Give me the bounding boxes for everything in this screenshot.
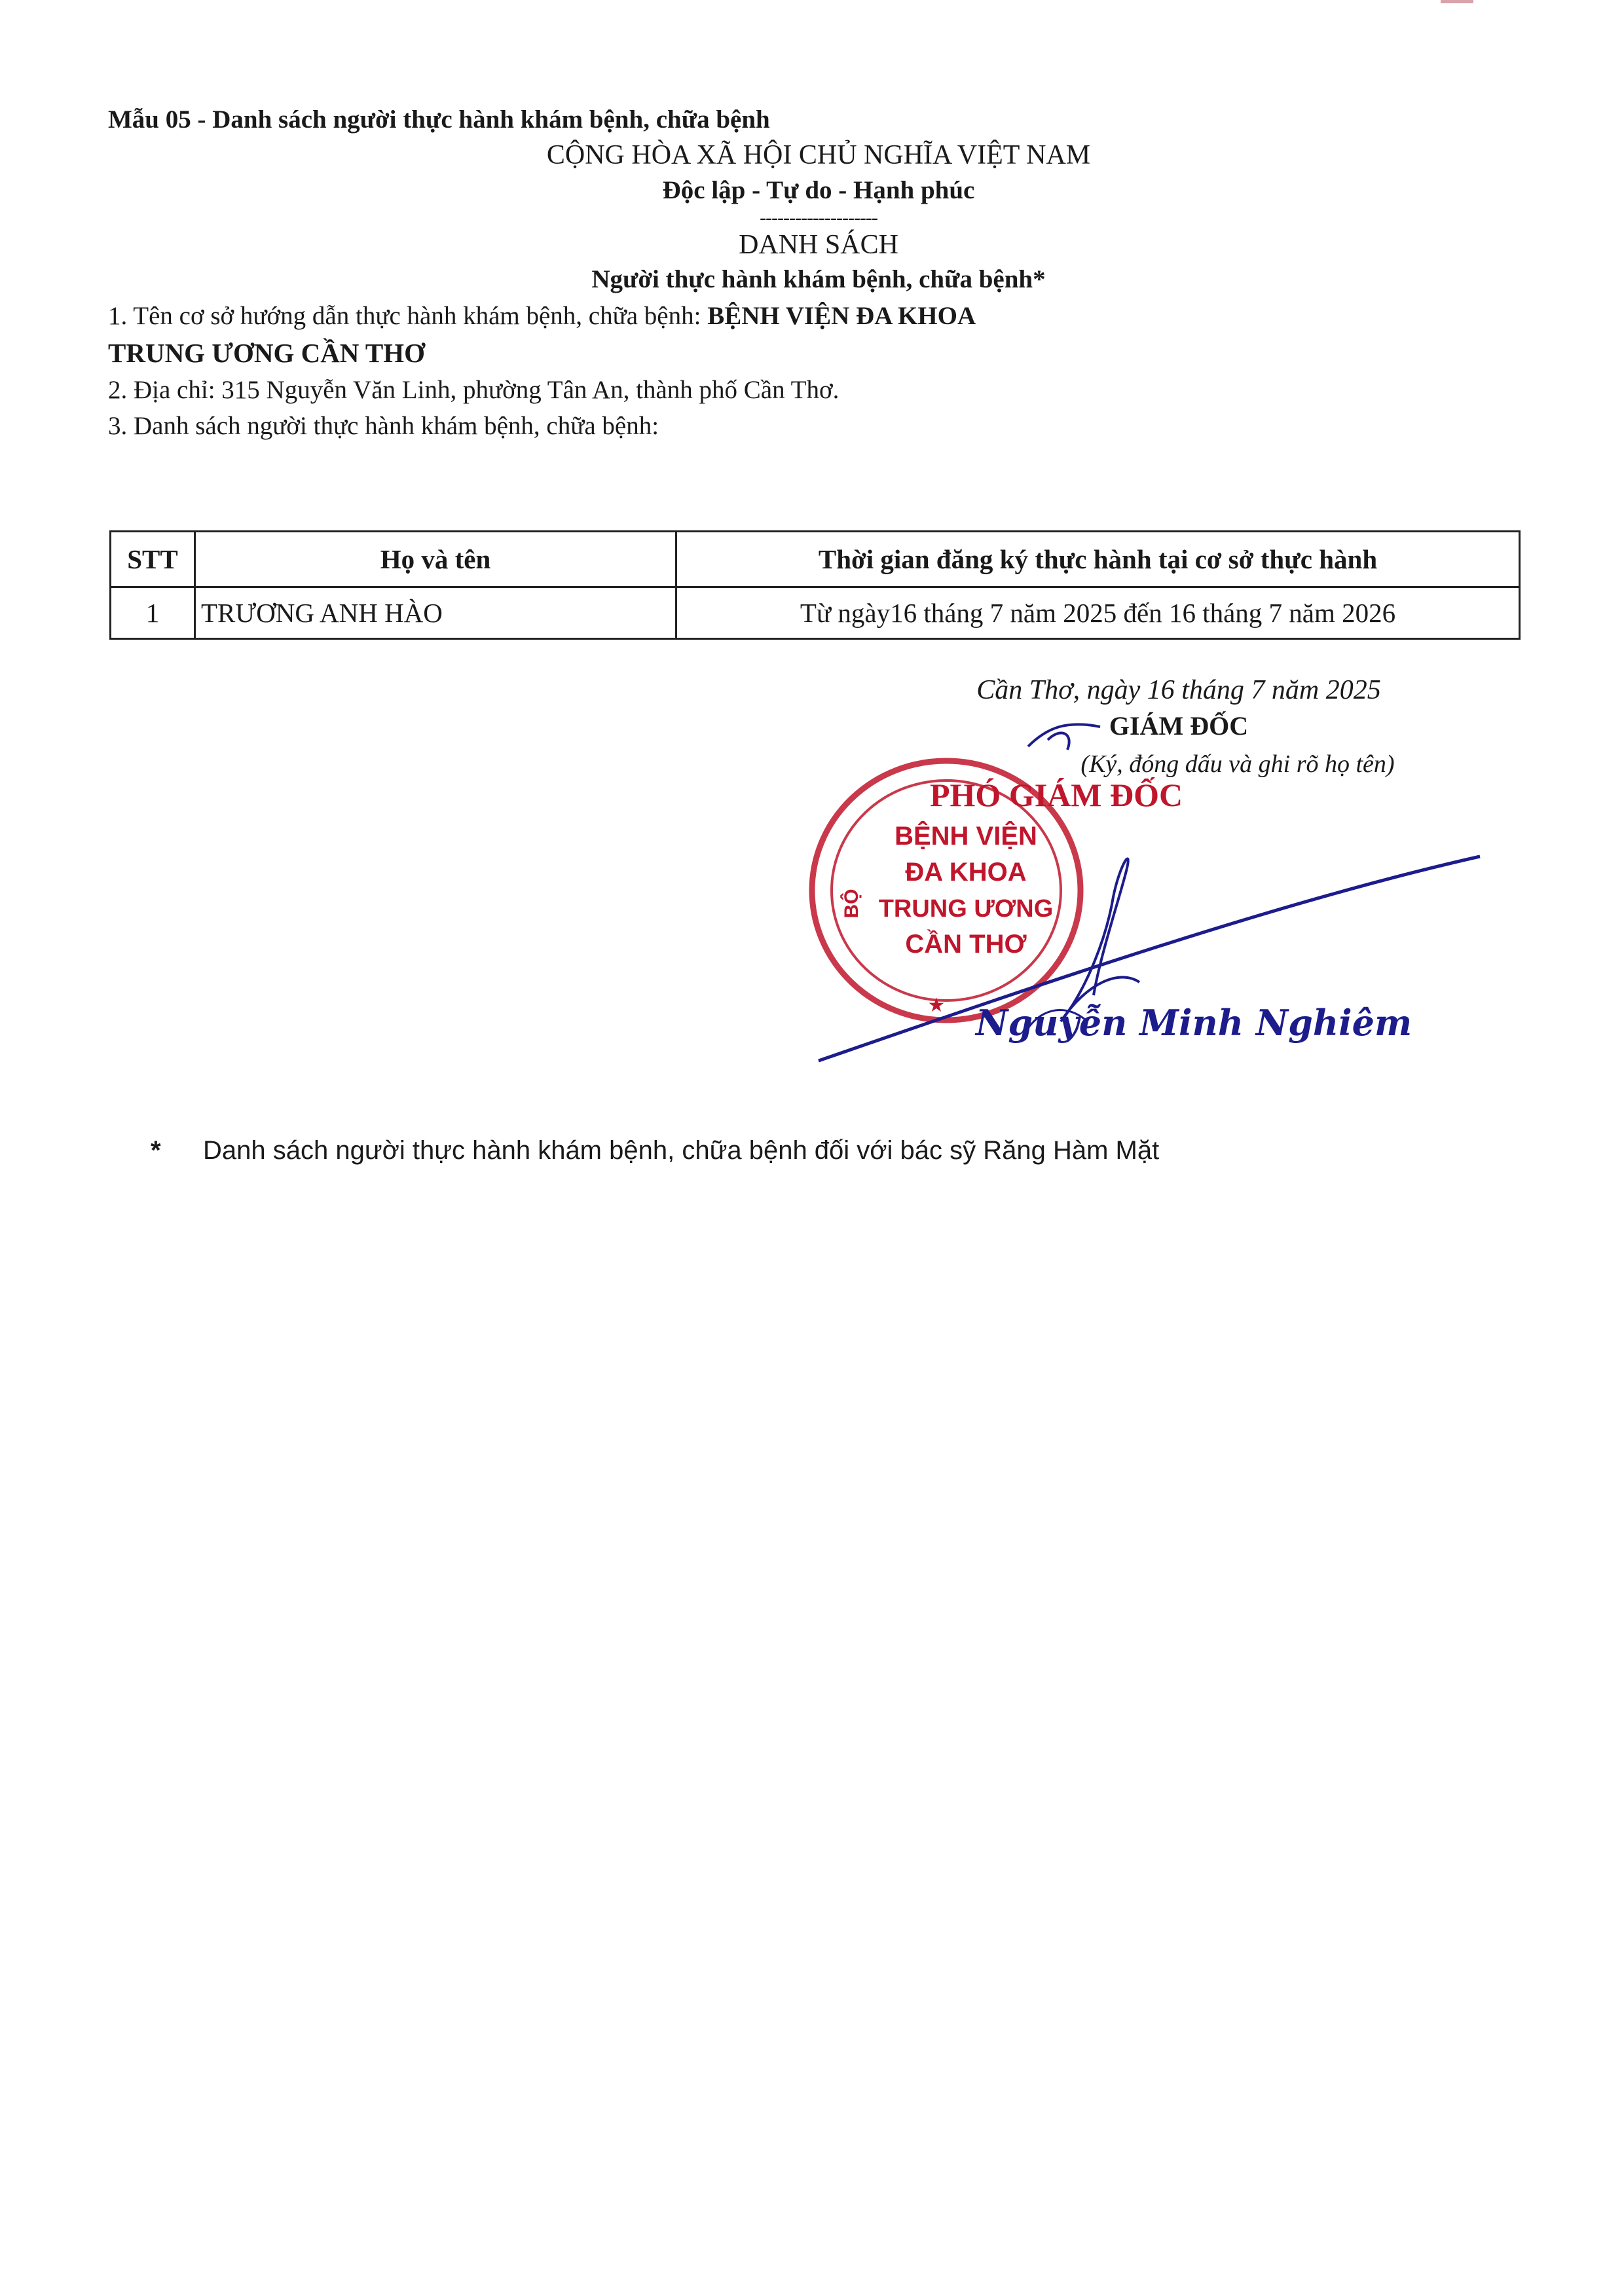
cell-stt: 1	[111, 587, 195, 639]
signer-name: Nguyễn Minh Nghiêm	[976, 1002, 1412, 1044]
header-period: Thời gian đăng ký thực hành tại cơ sở thực hành	[676, 532, 1520, 587]
document-subtitle: Người thực hành khám bệnh, chữa bệnh*	[591, 265, 1046, 293]
place-date: Cần Thơ, ngày 16 tháng 7 năm 2025	[976, 675, 1381, 705]
table-row	[111, 587, 1520, 639]
table-header-row	[111, 532, 1520, 587]
sign-instruction: (Ký, đóng dấu và ghi rõ họ tên)	[1080, 750, 1395, 778]
stamp-star-icon: ★	[927, 995, 946, 1016]
director-title: GIÁM ĐỐC	[1109, 711, 1249, 741]
facility-name-part2: TRUNG ƯƠNG CẦN THƠ	[108, 338, 426, 368]
national-motto: Độc lập - Tự do - Hạnh phúc	[662, 176, 975, 204]
initial-scribble	[1022, 714, 1113, 760]
facility-line	[108, 301, 976, 331]
header-separator: --------------------	[760, 207, 877, 229]
document-title: DANH SÁCH	[739, 230, 898, 260]
cell-name: TRƯƠNG ANH HÀO	[195, 587, 676, 639]
practitioner-table	[109, 530, 1521, 640]
stamp-line-2: ĐA KHOA	[905, 858, 1027, 887]
header-name: Họ và tên	[195, 532, 676, 587]
stamp-side-text: BỘ	[841, 889, 862, 919]
footnote-text: Danh sách người thực hành khám bệnh, chữa bệnh đối với bác sỹ Răng Hàm Mặt	[203, 1136, 1160, 1165]
deputy-director-title: PHÓ GIÁM ĐỐC	[930, 777, 1183, 813]
header-stt: STT	[111, 532, 195, 587]
national-title: CỘNG HÒA XÃ HỘI CHỦ NGHĨA VIỆT NAM	[546, 140, 1091, 170]
form-title: Mẫu 05 - Danh sách người thực hành khám bệnh, chữa bệnh	[108, 105, 770, 134]
list-heading: 3. Danh sách người thực hành khám bệnh, chữa bệnh:	[108, 412, 659, 440]
address-line: 2. Địa chỉ: 315 Nguyễn Văn Linh, phường Tân An, thành phố Cần Thơ.	[108, 376, 840, 404]
footnote	[151, 1136, 1159, 1166]
cell-period: Từ ngày16 tháng 7 năm 2025 đến 16 tháng 7 năm 2026	[676, 587, 1520, 639]
facility-prefix: 1. Tên cơ sở hướng dẫn thực hành khám bệnh, chữa bệnh:	[108, 302, 701, 330]
footnote-marker: *	[151, 1136, 161, 1165]
facility-name-part1: BỆNH VIỆN ĐA KHOA	[707, 302, 976, 330]
stamp-line-4: CẦN THƠ	[905, 930, 1027, 959]
stamp-line-1: BỆNH VIỆN	[895, 822, 1037, 851]
scan-mark	[1441, 0, 1473, 3]
stamp-line-3: TRUNG ƯƠNG	[878, 895, 1054, 923]
